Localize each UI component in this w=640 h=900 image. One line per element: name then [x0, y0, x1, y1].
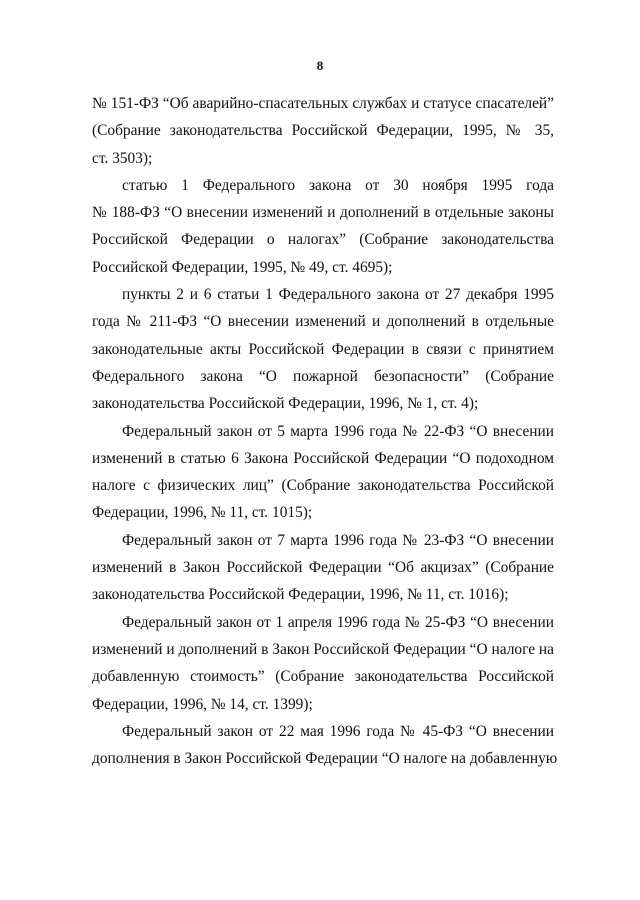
- text-line: изменений в статью 6 Закона Российской Федерации “О подоходном: [92, 449, 554, 467]
- text-line: Федеральный закон от 7 марта 1996 года № 23-ФЗ “О внесении: [122, 531, 554, 549]
- text-line: Федеральный закон от 5 марта 1996 года № 22-ФЗ “О внесении: [122, 422, 554, 440]
- document-body: [92, 90, 558, 772]
- text-line: законодательства Российской Федерации, 1996, № 11, ст. 1016);: [92, 586, 509, 604]
- text-line: дополнения в Закон Российской Федерации “О налоге на добавленную: [92, 750, 558, 768]
- text-line: законодательные акты Российской Федерации в связи с принятием: [92, 340, 554, 358]
- paragraph-law-22: [92, 418, 554, 527]
- paragraph-law-23: [92, 527, 554, 609]
- page-number: 8: [316, 58, 324, 73]
- text-line: Российской Федерации, 1995, № 49, ст. 4695);: [92, 258, 393, 276]
- paragraph-law-45: [92, 718, 558, 773]
- text-line: законодательства Российской Федерации, 1996, № 1, ст. 4);: [92, 395, 479, 413]
- text-line: № 188-ФЗ “О внесении изменений и дополнений в отдельные законы: [92, 204, 554, 222]
- text-line: налоге с физических лиц” (Собрание законодательства Российской: [92, 477, 554, 495]
- text-line: Федеральный закон от 22 мая 1996 года № 45-ФЗ “О внесении: [122, 722, 554, 740]
- text-line: Федерации, 1996, № 14, ст. 1399);: [92, 695, 313, 713]
- text-line: Федеральный закон от 1 апреля 1996 года № 25-ФЗ “О внесении: [122, 613, 554, 631]
- text-line: года № 211-ФЗ “О внесении изменений и дополнений в отдельные: [92, 313, 554, 331]
- text-line: пункты 2 и 6 статьи 1 Федерального закона от 27 декабря 1995: [122, 286, 554, 304]
- text-line: Российской Федерации о налогах” (Собрание законодательства: [92, 231, 554, 249]
- paragraph-law-188: [92, 172, 554, 281]
- text-line: изменений в Закон Российской Федерации “Об акцизах” (Собрание: [92, 559, 554, 577]
- text-line: (Собрание законодательства Российской Федерации, 1995, № 35,: [92, 122, 554, 140]
- text-line: Федерации, 1996, № 11, ст. 1015);: [92, 504, 313, 522]
- text-line: добавленную стоимость” (Собрание законодательства Российской: [92, 668, 554, 686]
- paragraph-law-25: [92, 609, 554, 718]
- text-line: ст. 3503);: [92, 149, 153, 167]
- text-line: Федерального закона “О пожарной безопасности” (Собрание: [92, 367, 554, 385]
- paragraph-law-211: [92, 281, 554, 417]
- paragraph-law-151: [92, 90, 554, 172]
- text-line: статью 1 Федерального закона от 30 ноября 1995 года: [122, 176, 554, 194]
- text-line: № 151-ФЗ “Об аварийно-спасательных службах и статусе спасателей”: [92, 95, 554, 112]
- text-line: изменений и дополнений в Закон Российской Федерации “О налоге на: [92, 640, 554, 658]
